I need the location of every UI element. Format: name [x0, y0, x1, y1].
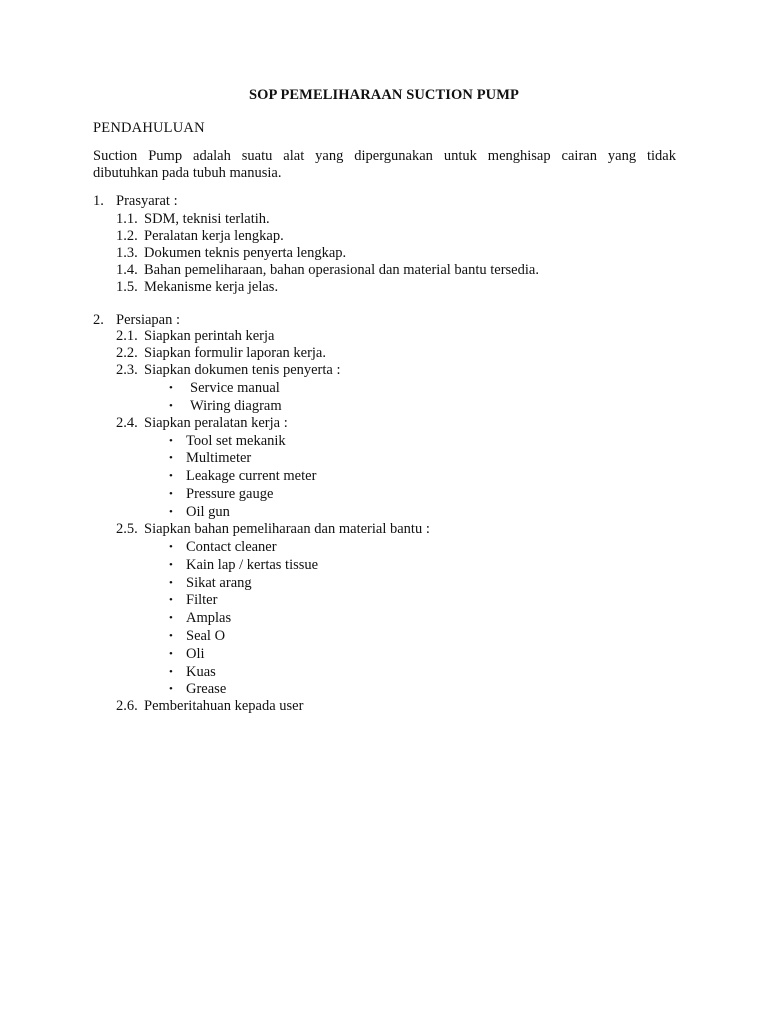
item-text: Siapkan perintah kerja	[144, 328, 275, 344]
bullet-icon: •	[169, 382, 173, 394]
bullet-icon: •	[169, 666, 173, 678]
bullet-icon: •	[169, 648, 173, 660]
section-number: 2.	[93, 312, 104, 328]
bullet-icon: •	[169, 612, 173, 624]
section-label: Persiapan :	[116, 312, 181, 328]
item-number: 2.1.	[116, 328, 138, 344]
bullet-icon: •	[169, 577, 173, 589]
bullet-text: Oil gun	[186, 504, 230, 520]
bullet-icon: •	[169, 470, 173, 482]
bullet-text: Filter	[186, 592, 218, 608]
bullet-text: Service manual	[190, 380, 280, 396]
bullet-text: Grease	[186, 681, 227, 697]
intro-paragraph	[93, 148, 676, 182]
item-number: 1.3.	[116, 245, 138, 261]
item-number: 1.5.	[116, 279, 138, 295]
item-text: Peralatan kerja lengkap.	[144, 228, 284, 244]
item-number: 1.2.	[116, 228, 138, 244]
item-text: Siapkan bahan pemeliharaan dan material bantu :	[144, 521, 430, 537]
item-text: Pemberitahuan kepada user	[144, 698, 304, 714]
section-heading: PENDAHULUAN	[93, 120, 205, 136]
item-number: 2.4.	[116, 415, 138, 431]
bullet-text: Seal O	[186, 628, 226, 644]
bullet-icon: •	[169, 559, 173, 571]
bullet-text: Amplas	[186, 610, 232, 626]
item-number: 2.2.	[116, 345, 138, 361]
intro-line-2: dibutuhkan pada tubuh manusia.	[93, 165, 282, 181]
bullet-icon: •	[169, 452, 173, 464]
item-text: Mekanisme kerja jelas.	[144, 279, 279, 295]
item-text: Dokumen teknis penyerta lengkap.	[144, 245, 347, 261]
intro-line-1: Suction Pump adalah suatu alat yang dipergunakan untuk menghisap cairan yang tidak	[93, 148, 676, 164]
bullet-icon: •	[169, 630, 173, 642]
bullet-icon: •	[169, 488, 173, 500]
bullet-icon: •	[169, 541, 173, 553]
bullet-text: Contact cleaner	[186, 539, 277, 555]
item-number: 1.1.	[116, 211, 138, 227]
bullet-icon: •	[169, 683, 173, 695]
bullet-text: Tool set mekanik	[186, 433, 286, 449]
bullet-text: Pressure gauge	[186, 486, 274, 502]
bullet-text: Kuas	[186, 664, 216, 680]
bullet-icon: •	[169, 594, 173, 606]
item-text: Bahan pemeliharaan, bahan operasional dan material bantu tersedia.	[144, 262, 539, 278]
bullet-text: Wiring diagram	[190, 398, 282, 414]
item-number: 2.6.	[116, 698, 138, 714]
bullet-text: Sikat arang	[186, 575, 252, 591]
item-text: SDM, teknisi terlatih.	[144, 211, 270, 227]
section-label: Prasyarat :	[116, 193, 178, 209]
bullet-icon: •	[169, 400, 173, 412]
document-title: SOP PEMELIHARAAN SUCTION PUMP	[249, 87, 519, 103]
item-text: Siapkan peralatan kerja :	[144, 415, 288, 431]
item-number: 2.3.	[116, 362, 138, 378]
item-number: 2.5.	[116, 521, 138, 537]
item-text: Siapkan dokumen tenis penyerta :	[144, 362, 341, 378]
section-number: 1.	[93, 193, 104, 209]
item-number: 1.4.	[116, 262, 138, 278]
item-text: Siapkan formulir laporan kerja.	[144, 345, 326, 361]
bullet-icon: •	[169, 435, 173, 447]
bullet-text: Kain lap / kertas tissue	[186, 557, 319, 573]
bullet-text: Oli	[186, 646, 205, 662]
bullet-text: Leakage current meter	[186, 468, 317, 484]
bullet-text: Multimeter	[186, 450, 252, 466]
bullet-icon: •	[169, 506, 173, 518]
